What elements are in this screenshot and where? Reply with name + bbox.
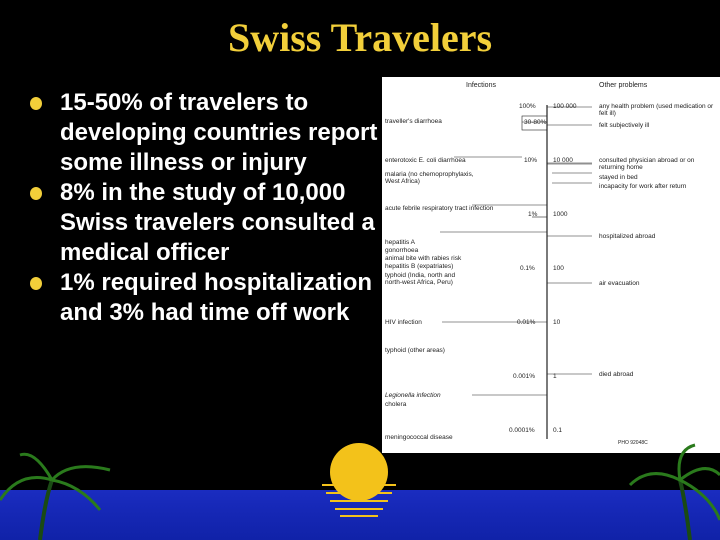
bullet-dot-icon <box>30 277 42 290</box>
infection-label: typhoid (other areas) <box>385 347 445 354</box>
slide-title: Swiss Travelers <box>227 15 493 60</box>
problem-label: hospitalized abroad <box>599 233 656 240</box>
sun-reflection-line <box>322 484 396 486</box>
count-tick: 10 000 <box>553 157 573 164</box>
sun-reflection-line <box>326 492 392 494</box>
bullet-text: 15-50% of travelers to developing countries report some illness or injury <box>60 89 378 176</box>
infection-label: malaria (no chemoprophylaxis, West Africa) <box>385 171 474 185</box>
problem-label: stayed in bed <box>599 174 638 181</box>
percent-tick: 0.01% <box>517 319 536 326</box>
count-tick: 1 <box>553 373 557 380</box>
bullet-item <box>30 178 380 268</box>
problem-label: incapacity for work after return <box>599 183 687 190</box>
count-tick: 100 <box>553 265 564 272</box>
problem-label: consulted physician abroad or on returning home <box>599 157 695 171</box>
infection-label: meningococcal disease <box>385 434 453 441</box>
problem-label: air evacuation <box>599 280 640 287</box>
bullet-item <box>30 268 380 328</box>
bullet-text: 1% required hospitalization and 3% had time off work <box>60 269 373 326</box>
infection-label: traveller's diarrhoea <box>385 118 442 125</box>
problem-label: felt subjectively ill <box>599 122 650 129</box>
count-tick: 10 <box>553 319 561 326</box>
problem-label: died abroad <box>599 371 634 378</box>
bullet-dot-icon <box>30 97 42 110</box>
problem-label: any health problem (used medication or felt ill) <box>599 103 714 117</box>
risk-figure <box>382 77 720 453</box>
percent-tick: 100% <box>519 103 536 110</box>
infection-label: typhoid (India, north and north-west Africa, Peru) <box>385 272 456 286</box>
infection-label: cholera <box>385 401 407 408</box>
bullet-list <box>30 88 380 328</box>
infection-label: animal bite with rabies risk <box>385 255 462 262</box>
bracket-label: 30-80% <box>524 119 547 126</box>
figure-credit: PHO 92048C <box>618 440 648 446</box>
sun-reflection-line <box>335 508 383 510</box>
palm-tree-left-icon <box>0 440 140 540</box>
infection-label: enterotoxic E. coli diarrhoea <box>385 157 466 164</box>
sun-reflection-line <box>330 500 388 502</box>
count-tick: 100 000 <box>553 103 577 110</box>
infection-label: gonorrhoea <box>385 247 419 254</box>
infection-label: Legionella infection <box>385 392 441 399</box>
infection-label: HIV infection <box>385 319 422 326</box>
bullet-item <box>30 88 380 178</box>
bullet-text: 8% in the study of 10,000 Swiss travelers consulted a medical officer <box>60 179 375 266</box>
percent-tick: 0.0001% <box>509 427 535 434</box>
percent-tick: 0.001% <box>513 373 536 380</box>
infection-label: acute febrile respiratory tract infection <box>385 205 494 212</box>
percent-tick: 10% <box>524 157 538 164</box>
infection-label: hepatitis B (expatriates) <box>385 263 454 270</box>
bullet-dot-icon <box>30 187 42 200</box>
figure-header-other: Other problems <box>599 82 648 89</box>
percent-tick: 0.1% <box>520 265 535 272</box>
figure-header-infections: Infections <box>466 82 496 89</box>
sun-reflection-line <box>340 515 378 517</box>
count-tick: 0.1 <box>553 427 563 434</box>
percent-tick: 1% <box>528 211 538 218</box>
infection-label: hepatitis A <box>385 239 415 246</box>
count-tick: 1000 <box>553 211 568 218</box>
palm-tree-right-icon <box>620 440 720 540</box>
